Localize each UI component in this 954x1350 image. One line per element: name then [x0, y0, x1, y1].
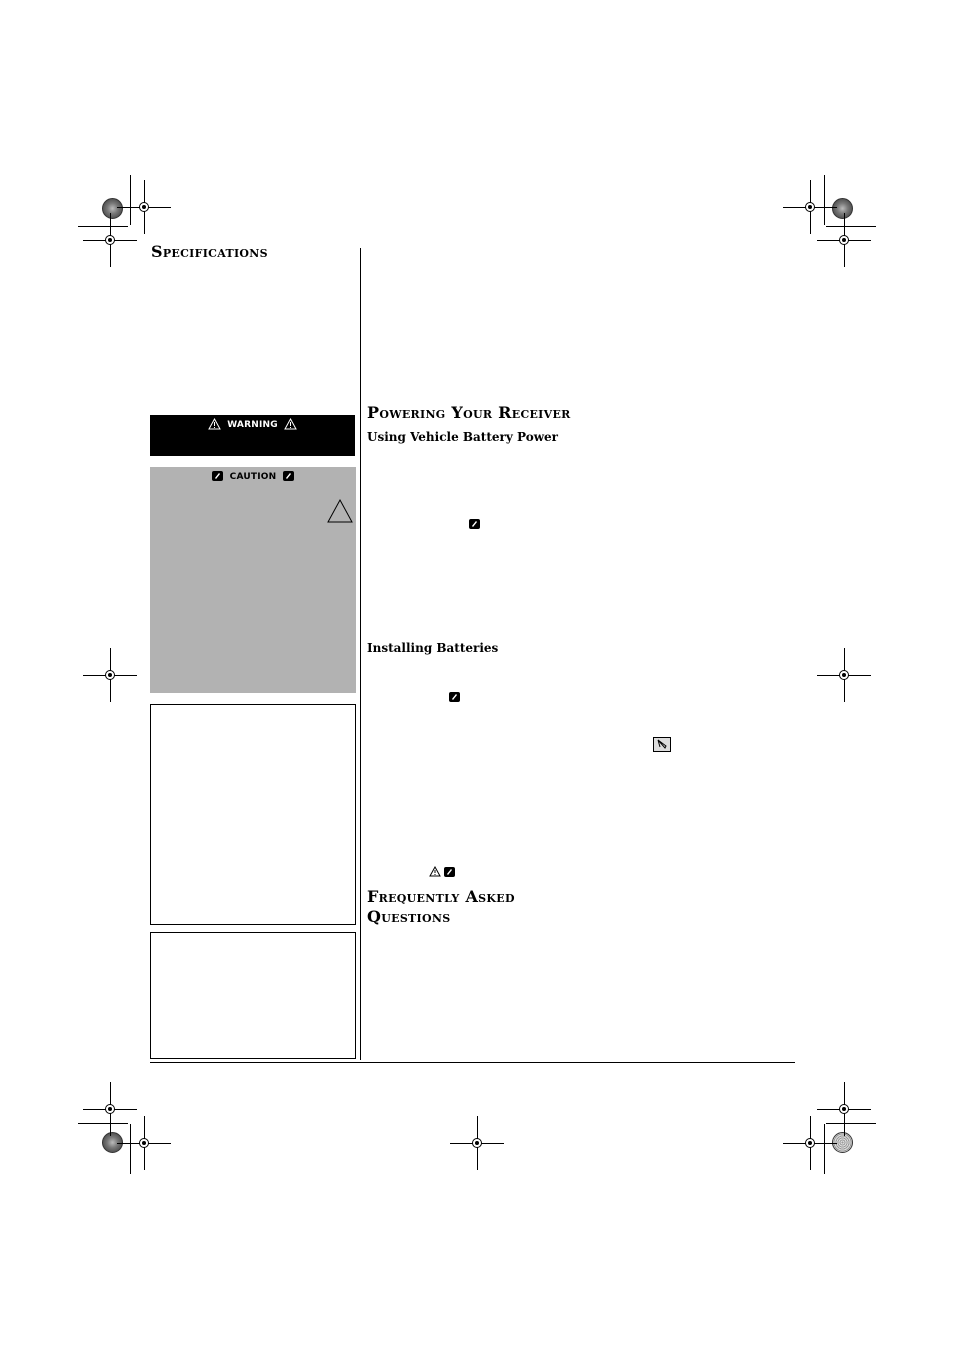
vehicle-power-subheading: Using Vehicle Battery Power — [367, 430, 558, 444]
registration-mark-icon — [844, 675, 845, 676]
registration-mark-icon — [110, 1109, 111, 1110]
faq-heading-line2: Questions — [367, 907, 451, 926]
caution-title — [150, 471, 356, 482]
registration-disc-top-right — [832, 198, 853, 219]
caution-box — [150, 467, 356, 693]
warning-label: WARNING — [227, 419, 278, 430]
registration-mark-icon — [144, 1143, 145, 1144]
warning-triangle-icon — [284, 418, 297, 430]
crop-mark — [130, 1124, 131, 1174]
crop-mark — [78, 1123, 128, 1124]
hand-icon — [444, 867, 455, 877]
hand-icon — [212, 471, 223, 481]
footer-rule — [150, 1062, 795, 1063]
warning-title — [150, 418, 355, 430]
installing-batteries-subheading: Installing Batteries — [367, 641, 499, 655]
registration-mark-icon — [477, 1143, 478, 1144]
crop-mark — [826, 226, 876, 227]
note-box-2 — [150, 932, 356, 1059]
specifications-heading: Specifications — [151, 242, 268, 261]
note-box-1 — [150, 704, 356, 925]
hand-icon — [449, 692, 460, 702]
faq-heading-line1: Frequently Asked — [367, 887, 515, 906]
registration-mark-icon — [110, 240, 111, 241]
crop-mark — [824, 1124, 825, 1174]
crop-mark — [824, 175, 825, 225]
warning-triangle-icon — [326, 498, 354, 524]
registration-mark-icon — [844, 240, 845, 241]
registration-disc-top-left — [102, 198, 123, 219]
registration-mark-icon — [810, 1143, 811, 1144]
hand-icon — [283, 471, 294, 481]
warning-triangle-icon — [429, 866, 441, 877]
powering-heading: Powering Your Receiver — [367, 403, 571, 422]
crop-mark — [78, 226, 128, 227]
column-divider — [360, 248, 361, 1060]
registration-mark-icon — [110, 675, 111, 676]
warning-triangle-icon — [208, 418, 221, 430]
registration-mark-icon — [144, 207, 145, 208]
crop-mark — [130, 175, 131, 225]
caution-label: CAUTION — [229, 471, 277, 482]
registration-mark-icon — [810, 207, 811, 208]
warning-box — [150, 415, 355, 456]
registration-mark-icon — [844, 1109, 845, 1110]
pencil-note-icon — [653, 737, 671, 752]
crop-mark — [826, 1123, 876, 1124]
hand-icon — [469, 519, 480, 529]
